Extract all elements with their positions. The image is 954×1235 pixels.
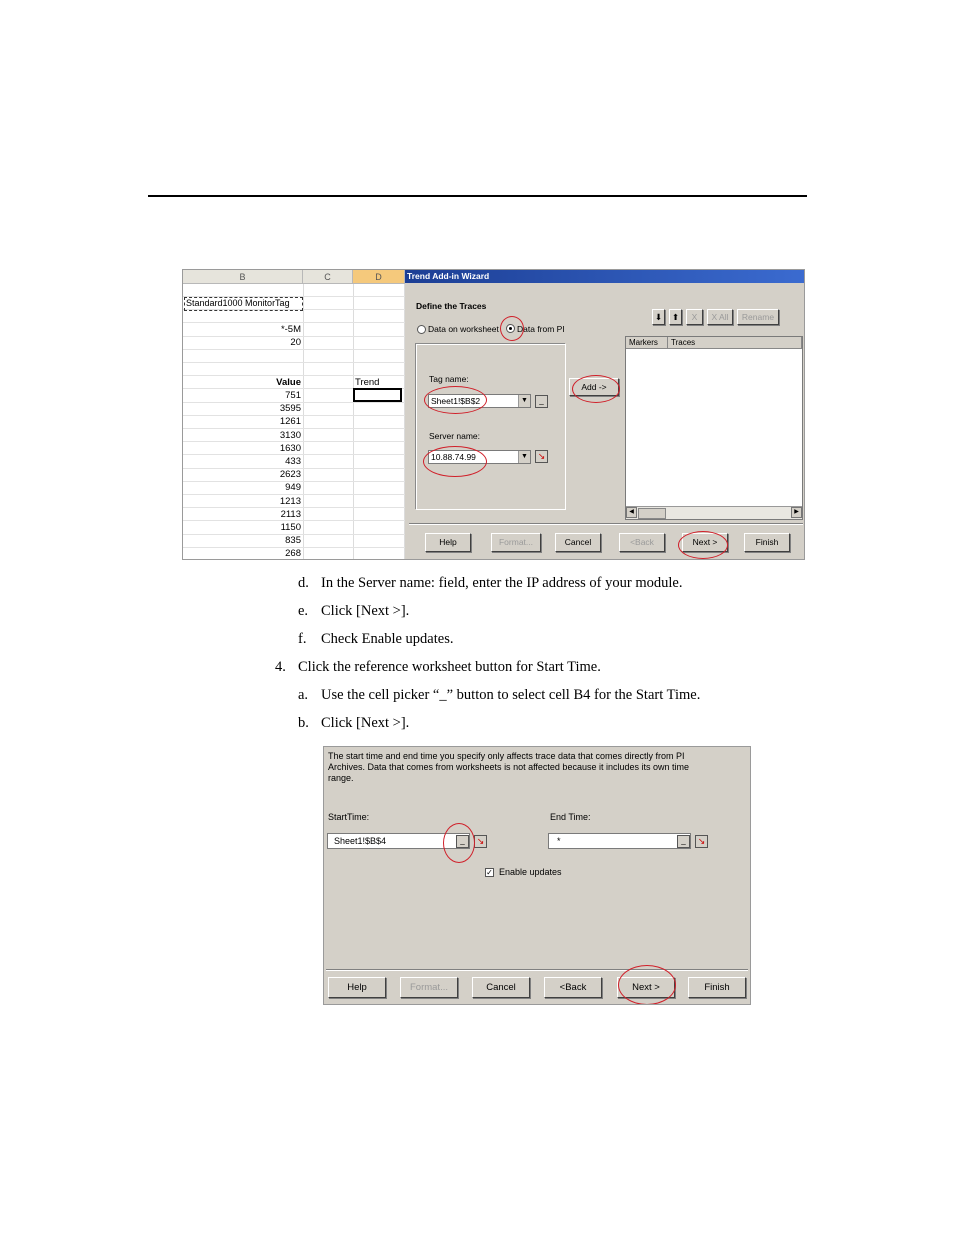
finish-button[interactable]: Finish [688, 977, 746, 998]
step-text: Use the cell picker “_” button to select cell B4 for the Start Time. [321, 687, 701, 703]
value-header-cell[interactable]: Value [276, 377, 301, 388]
button-separator [409, 523, 803, 525]
tag-cell-picker-button[interactable]: _ [535, 395, 548, 408]
step-text: Click the reference worksheet button for Start Time. [298, 659, 601, 675]
count-cell[interactable]: 20 [290, 337, 301, 348]
value-cell[interactable]: 3595 [279, 403, 301, 415]
enable-updates-checkbox[interactable]: ✓ [486, 868, 493, 877]
move-down-button[interactable]: ⬇ [652, 309, 665, 325]
grid-row [183, 310, 405, 323]
wizard-title-bar: Trend Add-in Wizard [405, 270, 805, 283]
value-cell[interactable]: 949 [285, 482, 301, 494]
radio-worksheet-label: Data on worksheet [428, 324, 499, 334]
trend-wizard-screenshot [182, 269, 805, 560]
add-trace-button[interactable]: Add -> [569, 378, 619, 396]
section-title: Define the Traces [416, 301, 487, 311]
delete-all-button[interactable]: X All [707, 309, 733, 325]
step-label: d. [298, 575, 309, 591]
description-line-1: The start time and end time you specify only affects trace data that comes directly from PI [328, 751, 685, 761]
horizontal-scrollbar[interactable] [626, 506, 802, 519]
annotation-circle-picker [443, 823, 475, 863]
chevron-down-icon[interactable]: ▼ [518, 395, 530, 407]
scroll-right-icon[interactable]: ▶ [791, 507, 802, 518]
excel-sheet [183, 270, 405, 560]
description-line-3: range. [328, 773, 354, 783]
worksheet-reference-icon[interactable]: ↘ [535, 450, 548, 463]
start-time-dialog-screenshot [323, 746, 751, 1005]
tag-name-label: Tag name: [429, 374, 469, 384]
annotation-circle-next [678, 531, 728, 559]
delete-trace-button[interactable]: X [686, 309, 703, 325]
grid-row [183, 284, 405, 297]
help-button[interactable]: Help [425, 533, 471, 552]
cancel-button[interactable]: Cancel [472, 977, 530, 998]
start-time-label: StartTime: [328, 812, 370, 822]
start-time-cell[interactable]: *-5M [280, 324, 301, 335]
end-time-input[interactable] [548, 833, 691, 849]
cancel-button[interactable]: Cancel [555, 533, 601, 552]
radio-pi-label: Data from PI [517, 324, 565, 334]
tag-cell[interactable]: Standard1000 MonitorTag [186, 298, 290, 308]
step-label: e. [298, 603, 309, 619]
annotation-circle-next [618, 965, 676, 1005]
end-time-label: End Time: [550, 812, 591, 822]
traces-listbox[interactable] [625, 336, 803, 520]
scroll-thumb[interactable] [638, 508, 666, 519]
step-label: f. [298, 631, 307, 647]
value-cell[interactable]: 751 [285, 390, 301, 401]
value-cell[interactable]: 3130 [279, 429, 301, 441]
format-button[interactable]: Format... [400, 977, 458, 998]
chevron-down-icon[interactable]: ▼ [518, 451, 530, 463]
annotation-circle-tag [424, 386, 487, 414]
annotation-circle-add [572, 375, 620, 403]
end-time-value: * [557, 836, 561, 846]
value-cell[interactable]: 433 [285, 456, 301, 467]
move-up-button[interactable]: ⬆ [669, 309, 682, 325]
step-text: In the Server name: field, enter the IP address of your module. [321, 575, 683, 591]
grid-row [183, 363, 405, 376]
format-button[interactable]: Format... [491, 533, 541, 552]
end-time-cell-picker-button[interactable]: _ [677, 835, 690, 848]
scroll-left-icon[interactable]: ◀ [626, 507, 637, 518]
button-separator [326, 969, 748, 971]
server-name-label: Server name: [429, 431, 481, 441]
step-label: b. [298, 715, 309, 731]
value-cell[interactable]: 2623 [279, 469, 301, 481]
column-header-d[interactable]: D [353, 270, 405, 284]
step-label: a. [298, 687, 309, 703]
tag-name-value: Sheet1!$B$2 [431, 396, 481, 406]
selected-cell[interactable] [353, 388, 402, 402]
annotation-circle-pi [500, 316, 524, 341]
step-text: Click [Next >]. [321, 715, 410, 731]
annotation-circle-server [423, 446, 487, 477]
header-rule [148, 195, 807, 197]
next-button[interactable]: Next > [617, 977, 675, 998]
radio-data-on-worksheet[interactable] [417, 325, 426, 334]
value-cell[interactable]: 2113 [280, 508, 301, 520]
help-button[interactable]: Help [328, 977, 386, 998]
trend-add-in-wizard [405, 270, 805, 560]
start-time-reference-icon[interactable]: ↘ [474, 835, 487, 848]
start-time-value: Sheet1!$B$4 [334, 836, 387, 846]
server-name-value: 10.88.74.99 [431, 452, 476, 462]
back-button[interactable]: <Back [544, 977, 602, 998]
column-header-c[interactable]: C [303, 270, 353, 284]
description-line-2: Archives. Data that comes from worksheets is not affected because it includes its own time [328, 762, 689, 772]
value-cell[interactable]: 835 [285, 535, 301, 547]
value-cell[interactable]: 1150 [280, 522, 301, 533]
trace-groupbox [416, 344, 566, 510]
back-button[interactable]: <Back [619, 533, 665, 552]
next-button[interactable]: Next > [682, 533, 728, 552]
column-header-b[interactable]: B [183, 270, 303, 284]
markers-column-header[interactable]: Markers [626, 337, 668, 349]
trend-header-cell[interactable]: Trend [355, 377, 380, 388]
step-text: Check Enable updates. [321, 631, 454, 647]
step-label: 4. [275, 659, 286, 675]
rename-button[interactable]: Rename [737, 309, 779, 325]
step-text: Click [Next >]. [321, 603, 410, 619]
enable-updates-label: Enable updates [499, 867, 562, 877]
value-cell[interactable]: 1261 [279, 416, 301, 428]
finish-button[interactable]: Finish [744, 533, 790, 552]
start-time-cell-picker-button[interactable]: _ [456, 835, 469, 848]
value-cell[interactable]: 1213 [279, 495, 301, 507]
value-cell[interactable]: 268 [285, 548, 301, 560]
traces-column-header[interactable]: Traces [668, 337, 802, 349]
value-cell[interactable]: 1630 [279, 442, 301, 454]
end-time-reference-icon[interactable]: ↘ [695, 835, 708, 848]
grid-row [183, 350, 405, 363]
